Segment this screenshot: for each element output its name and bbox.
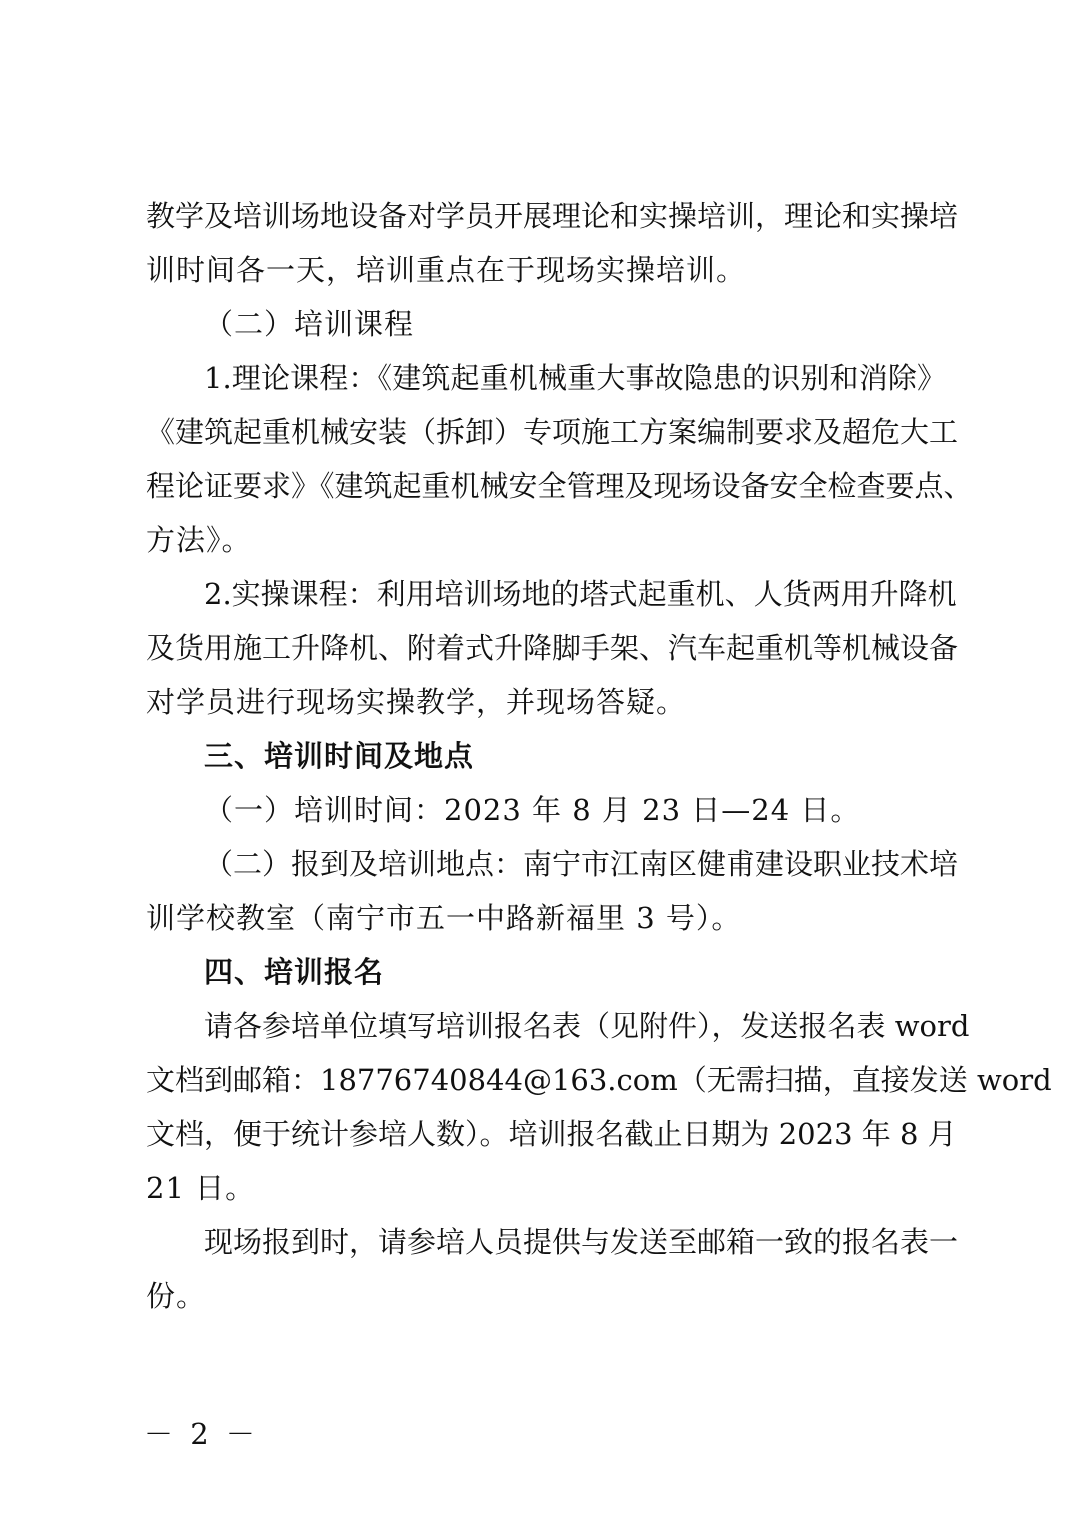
paragraph-line: 2.实操课程：利用培训场地的塔式起重机、人货两用升降机	[204, 577, 957, 611]
subsection-heading: （二）培训课程	[204, 307, 415, 341]
paragraph-line: 《建筑起重机械安装（拆卸）专项施工方案编制要求及超危大工	[146, 415, 959, 449]
paragraph-line: 程论证要求》《建筑起重机械安全管理及现场设备安全检查要点、	[146, 469, 973, 503]
paragraph-line: 份。	[146, 1279, 207, 1313]
paragraph-line: （二）报到及培训地点：南宁市江南区健甫建设职业技术培	[204, 847, 959, 881]
paragraph-line: 及货用施工升降机、附着式升降脚手架、汽车起重机等机械设备	[146, 631, 959, 665]
paragraph-line: 文档，便于统计参培人数）。培训报名截止日期为 2023 年 8 月	[146, 1117, 957, 1151]
page-number: － 2 －	[144, 1417, 259, 1451]
section-heading: 三、培训时间及地点	[204, 739, 475, 773]
paragraph-line: 训学校教室（南宁市五一中路新福里 3 号）。	[146, 901, 742, 935]
paragraph-line: 21 日。	[146, 1171, 256, 1205]
paragraph-line: 现场报到时，请参培人员提供与发送至邮箱一致的报名表一	[204, 1225, 959, 1259]
paragraph-line: 训时间各一天，培训重点在于现场实操培训。	[146, 253, 747, 287]
section-heading: 四、培训报名	[204, 955, 385, 989]
paragraph-line: 请各参培单位填写培训报名表（见附件），发送报名表 word	[204, 1009, 970, 1043]
paragraph-line: 对学员进行现场实操教学，并现场答疑。	[146, 685, 687, 719]
paragraph-line: 教学及培训场地设备对学员开展理论和实操培训，理论和实操培	[146, 199, 959, 233]
paragraph-line: 1.理论课程：《建筑起重机械重大事故隐患的识别和消除》	[204, 361, 946, 395]
paragraph-line: 文档到邮箱：18776740844@163.com（无需扫描，直接发送 word	[146, 1063, 1052, 1097]
paragraph-line: 方法》。	[146, 523, 252, 557]
paragraph-line: （一）培训时间：2023 年 8 月 23 日—24 日。	[204, 793, 861, 827]
